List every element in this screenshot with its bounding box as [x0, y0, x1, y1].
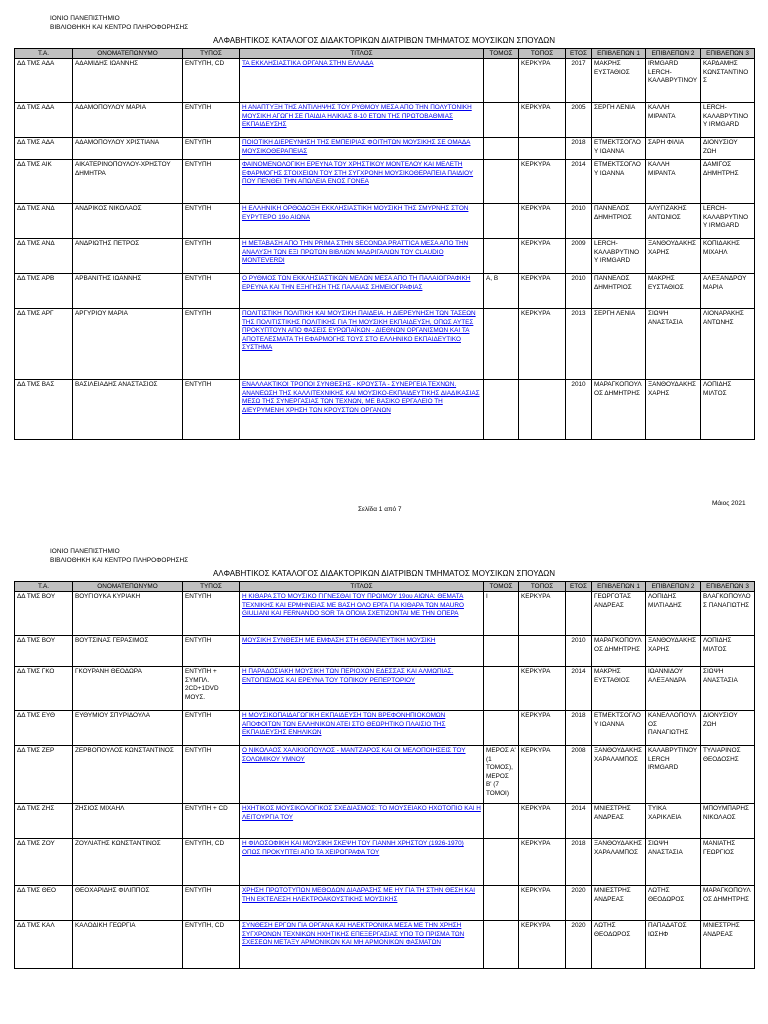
column-header: ΟΝΟΜΑΤΕΠΩΝΥΜΟ: [73, 582, 183, 592]
code-cell: ΔΔ ΤΜΣ ΑΡΒ: [15, 274, 73, 309]
year-cell: 2009: [566, 239, 592, 274]
page-1: [14, 14, 754, 440]
place-cell: ΚΕΡΚΥΡΑ: [519, 592, 566, 636]
table-header-row: [15, 582, 755, 592]
supervisor-2-cell: ΑΛΥΓΙΖΑΚΗΣ ΑΝΤΩΝΙΟΣ: [646, 204, 701, 239]
type-cell: ΕΝΤΥΠΗ: [183, 380, 240, 440]
table-header-row: [15, 49, 755, 59]
column-header: Τ.Α.: [15, 49, 73, 59]
author-cell: ΖΟΥΛΙΑΤΗΣ ΚΩΝΣΤΑΝΤΙΝΟΣ: [73, 839, 183, 886]
year-cell: 2013: [566, 309, 592, 380]
supervisor-1-cell: ΕΤΜΕΚΤΣΟΓΛΟΥ ΙΩΑΝΝΑ: [592, 160, 646, 204]
code-cell: ΔΔ ΤΜΣ ΑΡΓ: [15, 309, 73, 380]
supervisor-2-cell: ΚΑΛΑΒΡΥΤΙΝΟΥ LERCH IRMGARD: [646, 746, 701, 804]
supervisor-1-cell: ΞΑΝΘΟΥΔΑΚΗΣ ΧΑΡΑΛΑΜΠΟΣ: [592, 746, 646, 804]
supervisor-1-cell: ΞΑΝΘΟΥΔΑΚΗΣ ΧΑΡΑΛΑΜΠΟΣ: [592, 839, 646, 886]
supervisor-2-cell: ΣΙΩΨΗ ΑΝΑΣΤΑΣΙΑ: [646, 839, 701, 886]
author-cell: ΖΕΡΒΟΠΟΥΛΟΣ ΚΩΝΣΤΑΝΤΙΝΟΣ: [73, 746, 183, 804]
title-link[interactable]: ΠΟΙΟΤΙΚΗ ΔΙΕΡΕΥΝΗΣΗ ΤΗΣ ΕΜΠΕΙΡΙΑΣ ΦΟΙΤΗΤΩΝ ΜΟΥΣΙΚΗΣ ΣΕ ΟΜΑΔΑ ΜΟΥΣΙΚΟΘΕΡΑΠΕΙΑΣ: [242, 139, 471, 155]
table-row: [15, 921, 755, 969]
supervisor-3-cell: ΔΙΟΝΥΣΙΟΥ ΖΩΗ: [701, 711, 755, 746]
place-cell: ΚΕΡΚΥΡΑ: [519, 103, 566, 138]
supervisor-3-cell: ΛΙΟΝΑΡΑΚΗΣ ΑΝΤΩΝΗΣ: [701, 309, 755, 380]
year-cell: 2010: [566, 274, 592, 309]
supervisor-3-cell: ΚΑΡΔΑΜΗΣ ΚΩΝΣΤΑΝΤΙΝΟΣ: [701, 59, 755, 103]
supervisor-2-cell: ΣΙΩΨΗ ΑΝΑΣΤΑΣΙΑ: [646, 309, 701, 380]
code-cell: ΔΔ ΤΜΣ ΘΕΟ: [15, 886, 73, 921]
supervisor-1-cell: ΜΑΚΡΗΣ ΕΥΣΤΑΘΙΟΣ: [592, 59, 646, 103]
title-link[interactable]: Η ΑΝΑΠΤΥΞΗ ΤΗΣ ΑΝΤΙΛΗΨΗΣ ΤΟΥ ΡΥΘΜΟΥ ΜΕΣΑ ΑΠΟ ΤΗΝ ΠΟΛΥΤΟΝΙΚΗ ΜΟΥΣΙΚΗ ΑΓΩΓΗ ΣΕ ΠΑΙΔΙΑ ΗΛΙΚΙΑΣ 8-10 ΕΤΩΝ ΤΗΣ ΠΡΩΤΟΒΑΘΜΙΑΣ ΕΚΠΑΙΔΕΥΣΗΣ: [242, 104, 472, 129]
year-cell: 2010: [566, 636, 592, 667]
title-link[interactable]: ΤΑ ΕΚΚΛΗΣΙΑΣΤΙΚΑ ΟΡΓΑΝΑ ΣΤΗΝ ΕΛΛΑΔΑ: [242, 60, 374, 67]
volume-cell: [484, 103, 519, 138]
table-row: [15, 204, 755, 239]
type-cell: ΕΝΤΥΠΗ: [183, 309, 240, 380]
volume-cell: [484, 380, 519, 440]
title-link[interactable]: Ο ΝΙΚΟΛΑΟΣ ΧΑΛΙΚΙΟΠΟΥΛΟΣ - ΜΑΝΤΖΑΡΟΣ ΚΑΙ ΟΙ ΜΕΛΟΠΟΙΗΣΕΙΣ ΤΟΥ ΣΟΛΩΜΙΚΟΥ ΥΜΝΟΥ: [242, 747, 466, 763]
title-link[interactable]: ΠΟΛΙΤΙΣΤΙΚΗ ΠΟΛΙΤΙΚΗ ΚΑΙ ΜΟΥΣΙΚΗ ΠΑΙΔΕΙΑ. Η ΔΙΕΡΕΥΝΗΣΗ ΤΩΝ ΤΑΣΕΩΝ ΤΗΣ ΠΟΛΙΤΙΣΤΙΚΗΣ ΠΟΛΙΤΙΚΗΣ ΓΙΑ ΤΗ ΜΟΥΣΙΚΗ ΕΚΠΑΙΔΕΥΣΗ, ΟΠΩΣ ΑΥΤΕΣ ΠΡΟΚΥΠΤΟΥΝ ΑΠΟ ΦΑΣΕΙΣ ΕΥΡΩΠΑΪΚΩΝ - ΔΙΕΘΝΩΝ ΟΡΓΑΝΙΣΜΩΝ ΚΑΙ ΤΑ ΑΠΟΤΕΛΕΣΜΑΤΑ ΤΗ ΕΦΑΡΜΟΓΗΣ ΤΟΥΣ ΣΤΟ ΕΛΛΗΝΙΚΟ ΕΚΠΑΙΔΕΥΤΙΚΟ ΣΥΣΤΗΜΑ: [242, 310, 476, 352]
place-cell: ΚΕΡΚΥΡΑ: [519, 746, 566, 804]
supervisor-2-cell: ΙΩΑΝΝΙΔΟΥ ΑΛΕΞΑΝΔΡΑ: [646, 667, 701, 711]
place-cell: [519, 380, 566, 440]
year-cell: 2014: [566, 160, 592, 204]
column-header: ΤΙΤΛΟΣ: [240, 49, 484, 59]
title-cell: [240, 746, 484, 804]
author-cell: ΒΑΣΙΛΕΙΑΔΗΣ ΑΝΑΣΤΑΣΙΟΣ: [73, 380, 183, 440]
volume-cell: ΜΕΡΟΣ Α' (1 ΤΟΜΟΣ), ΜΕΡΟΣ Β' (7 ΤΟΜΟΙ): [484, 746, 519, 804]
code-cell: ΔΔ ΤΜΣ ΑΝΔ: [15, 204, 73, 239]
author-cell: ΕΥΘΥΜΙΟΥ ΣΠΥΡΙΔΟΥΛΑ: [73, 711, 183, 746]
type-cell: ΕΝΤΥΠΗ: [183, 886, 240, 921]
table-row: [15, 59, 755, 103]
title-cell: [240, 204, 484, 239]
place-cell: ΚΕΡΚΥΡΑ: [519, 160, 566, 204]
title-cell: [240, 667, 484, 711]
year-cell: 2018: [566, 711, 592, 746]
code-cell: ΔΔ ΤΜΣ ΑΝΔ: [15, 239, 73, 274]
supervisor-2-cell: ΛΩΤΗΣ ΘΕΟΔΩΡΟΣ: [646, 886, 701, 921]
column-header: ΟΝΟΜΑΤΕΠΩΝΥΜΟ: [73, 49, 183, 59]
author-cell: ΑΝΔΡΙΚΟΣ ΝΙΚΟΛΑΟΣ: [73, 204, 183, 239]
author-cell: ΒΟΥΓΙΟΥΚΑ ΚΥΡΙΑΚΗ: [73, 592, 183, 636]
supervisor-2-cell: ΚΑΛΛΗ ΜΙΡΑΝΤΑ: [646, 160, 701, 204]
author-cell: ΑΔΑΜΟΠΟΥΛΟΥ ΧΡΙΣΤΙΑΝΑ: [73, 138, 183, 160]
title-link[interactable]: Ο ΡΥΘΜΟΣ ΤΩΝ ΕΚΚΛΗΣΙΑΣΤΙΚΩΝ ΜΕΛΩΝ ΜΕΣΑ ΑΠΟ ΤΗ ΠΑΛΑΙΟΓΡΑΦΙΚΗ ΕΡΕΥΝΑ ΚΑΙ ΤΗΝ ΕΞΗΓΗΣΗ ΤΗΣ ΠΑΛΑΙΑΣ ΣΗΜΕΙΟΓΡΑΦΙΑΣ: [242, 275, 471, 291]
column-header: ΤΥΠΟΣ: [183, 582, 240, 592]
table-row: [15, 138, 755, 160]
title-cell: [240, 138, 484, 160]
type-cell: ΕΝΤΥΠΗ: [183, 204, 240, 239]
column-header: ΤΟΜΟΣ: [484, 582, 519, 592]
author-cell: ΘΕΟΧΑΡΙΔΗΣ ΦΙΛΙΠΠΟΣ: [73, 886, 183, 921]
supervisor-1-cell: ΛΩΤΗΣ ΘΕΟΔΩΡΟΣ: [592, 921, 646, 969]
title-link[interactable]: ΧΡΗΣΗ ΠΡΩΤΟΤΥΠΩΝ ΜΕΘΟΔΩΝ ΔΙΑΔΡΑΣΗΣ ΜΕ ΗΥ ΓΙΑ ΤΗ ΣΤΗΝ ΘΕΣΗ ΚΑΙ ΤΗΝ ΕΚΤΕΛΕΣΗ ΗΛΕΚΤΡΟΑΚΟΥΣΤΙΚΗΣ ΜΟΥΣΙΚΗΣ: [242, 887, 476, 903]
supervisor-1-cell: ΕΤΜΕΚΤΣΟΓΛΟΥ ΙΩΑΝΝΑ: [592, 711, 646, 746]
column-header: ΕΠΙΒΛΕΠΩΝ 2: [646, 49, 701, 59]
page-number: Σελίδα 1 από 7: [358, 506, 402, 513]
title-cell: [240, 274, 484, 309]
type-cell: ΕΝΤΥΠΗ: [183, 636, 240, 667]
year-cell: 2014: [566, 667, 592, 711]
dissertations-table: [14, 581, 755, 969]
supervisor-1-cell: ΜΑΚΡΗΣ ΕΥΣΤΑΘΙΟΣ: [592, 667, 646, 711]
title-link[interactable]: Η ΕΛΛΗΝΙΚΗ ΟΡΘΟΔΟΞΗ ΕΚΚΛΗΣΙΑΣΤΙΚΗ ΜΟΥΣΙΚΗ ΤΗΣ ΣΜΥΡΝΗΣ ΣΤΟΝ ΕΥΡΥΤΕΡΟ 19ο ΑΙΩΝΑ: [242, 205, 469, 221]
supervisor-1-cell: ΜΑΡΑΓΚΟΠΟΥΛΟΣ ΔΗΜΗΤΡΗΣ: [592, 380, 646, 440]
title-cell: [240, 103, 484, 138]
supervisor-2-cell: ΞΑΝΘΟΥΔΑΚΗΣ ΧΑΡΗΣ: [646, 380, 701, 440]
type-cell: ΕΝΤΥΠΗ + ΣΥΜΠΛ. 2CD+1DVD ΜΟΥΣ.: [183, 667, 240, 711]
author-cell: ΑΙΚΑΤΕΡΙΝΟΠΟΥΛΟΥ-ΧΡΗΣΤΟΥ ΔΗΜΗΤΡΑ: [73, 160, 183, 204]
supervisor-2-cell: ΣΑΡΗ ΦΙΛΙΑ: [646, 138, 701, 160]
column-header: ΕΠΙΒΛΕΠΩΝ 2: [646, 582, 701, 592]
volume-cell: [484, 804, 519, 839]
supervisor-3-cell: ΜΠΟΥΜΠΑΡΗΣ ΝΙΚΟΛΑΟΣ: [701, 804, 755, 839]
institution-name: ΙΟΝΙΟ ΠΑΝΕΠΙΣΤΗΜΙΟ: [50, 548, 120, 555]
supervisor-2-cell: ΞΑΝΘΟΥΔΑΚΗΣ ΧΑΡΗΣ: [646, 239, 701, 274]
place-cell: ΚΕΡΚΥΡΑ: [519, 309, 566, 380]
place-cell: ΚΕΡΚΥΡΑ: [519, 204, 566, 239]
supervisor-3-cell: ΜΝΙΕΣΤΡΗΣ ΑΝΔΡΕΑΣ: [701, 921, 755, 969]
volume-cell: [484, 309, 519, 380]
title-cell: [240, 59, 484, 103]
table-row: [15, 160, 755, 204]
year-cell: [566, 592, 592, 636]
volume-cell: [484, 886, 519, 921]
type-cell: ΕΝΤΥΠΗ: [183, 160, 240, 204]
year-cell: 2010: [566, 380, 592, 440]
supervisor-1-cell: ΠΑΝΝΕΛΟΣ ΔΗΜΗΤΡΙΟΣ: [592, 204, 646, 239]
supervisor-3-cell: ΔΙΟΝΥΣΙΟΥ ΖΩΗ: [701, 138, 755, 160]
code-cell: ΔΔ ΤΜΣ ΑΙΚ: [15, 160, 73, 204]
code-cell: ΔΔ ΤΜΣ ΖΟΥ: [15, 839, 73, 886]
table-row: [15, 804, 755, 839]
author-cell: ΑΡΓΥΡΙΟΥ ΜΑΡΙΑ: [73, 309, 183, 380]
supervisor-2-cell: IRMGARD LERCH-ΚΑΛΑΒΡΥΤΙΝΟΥ: [646, 59, 701, 103]
title-cell: [240, 592, 484, 636]
place-cell: ΚΕΡΚΥΡΑ: [519, 274, 566, 309]
table-row: [15, 592, 755, 636]
place-cell: ΚΕΡΚΥΡΑ: [519, 711, 566, 746]
supervisor-2-cell: ΚΑΝΕΛΛΟΠΟΥΛΟΣ ΠΑΝΑΓΙΩΤΗΣ: [646, 711, 701, 746]
institution-name: ΙΟΝΙΟ ΠΑΝΕΠΙΣΤΗΜΙΟ: [50, 15, 120, 22]
supervisor-1-cell: LERCH-ΚΑΛΑΒΡΥΤΙΝΟΥ IRMGARD: [592, 239, 646, 274]
title-cell: [240, 160, 484, 204]
volume-cell: Α, Β: [484, 274, 519, 309]
table-row: [15, 636, 755, 667]
column-header: ΤΥΠΟΣ: [183, 49, 240, 59]
table-row: [15, 103, 755, 138]
year-cell: 2010: [566, 204, 592, 239]
code-cell: ΔΔ ΤΜΣ ΑΔΑ: [15, 138, 73, 160]
table-row: [15, 711, 755, 746]
type-cell: ΕΝΤΥΠΗ, CD: [183, 921, 240, 969]
author-cell: ΓΚΟΥΡΑΝΗ ΘΕΟΔΩΡΑ: [73, 667, 183, 711]
title-link[interactable]: Η ΜΕΤΑΒΑΣΗ ΑΠΟ ΤΗΝ PRIMA ΣΤΗΝ SECONDA PRATTICA ΜΕΣΑ ΑΠΟ ΤΗΝ ΑΝΑΛΥΣΗ ΤΩΝ ΕΞΙ ΠΡΩΤΩΝ ΒΙΒΛΙΩΝ ΜΑΔΡΙΓΑΛΙΩΝ ΤΟΥ CLAUDIO MONTEVERDI: [242, 240, 469, 265]
supervisor-1-cell: ΜΑΡΑΓΚΟΠΟΥΛΟΣ ΔΗΜΗΤΡΗΣ: [592, 636, 646, 667]
supervisor-3-cell: ΜΑΝΙΑΤΗΣ ΓΕΩΡΓΙΟΣ: [701, 839, 755, 886]
supervisor-3-cell: LERCH-ΚΑΛΑΒΡΥΤΙΝΟΥ IRMGARD: [701, 204, 755, 239]
title-link[interactable]: Η ΜΟΥΣΙΚΟΠΑΙΔΑΓΩΓΙΚΗ ΕΚΠΑΙΔΕΥΣΗ ΤΩΝ ΒΡΕΦΟΝΗΠΙΟΚΟΜΩΝ ΑΠΟΦΟΙΤΩΝ ΤΩΝ ΕΛΛΗΝΙΚΩΝ ΑΤΕΙ ΣΤΟ ΘΕΩΡΗΤΙΚΟ ΠΛΑΙΣΙΟ ΤΗΣ ΕΚΠΑΙΔΕΥΣΗΣ ΕΝΗΛΙΚΩΝ: [242, 712, 446, 737]
volume-cell: [484, 636, 519, 667]
author-cell: ΑΔΑΜΙΔΗΣ ΙΩΑΝΝΗΣ: [73, 59, 183, 103]
column-header: ΕΠΙΒΛΕΠΩΝ 3: [701, 582, 755, 592]
column-header: ΤΟΠΟΣ: [519, 582, 566, 592]
year-cell: 2018: [566, 839, 592, 886]
catalog-title: ΑΛΦΑΒΗΤΙΚΟΣ ΚΑΤΑΛΟΓΟΣ ΔΙΔΑΚΤΟΡΙΚΩΝ ΔΙΑΤΡΙΒΩΝ ΤΜΗΜΑΤΟΣ ΜΟΥΣΙΚΩΝ ΣΠΟΥΔΩΝ: [212, 569, 556, 578]
volume-cell: [484, 160, 519, 204]
supervisor-3-cell: ΜΑΡΑΓΚΟΠΟΥΛΟΣ ΔΗΜΗΤΡΗΣ: [701, 886, 755, 921]
catalog-title: ΑΛΦΑΒΗΤΙΚΟΣ ΚΑΤΑΛΟΓΟΣ ΔΙΔΑΚΤΟΡΙΚΩΝ ΔΙΑΤΡΙΒΩΝ ΤΜΗΜΑΤΟΣ ΜΟΥΣΙΚΩΝ ΣΠΟΥΔΩΝ: [212, 36, 556, 45]
supervisor-3-cell: ΚΟΠΙΔΑΚΗΣ ΜΙΧΑΗΛ: [701, 239, 755, 274]
column-header: ΕΤΟΣ: [566, 582, 592, 592]
volume-cell: [484, 667, 519, 711]
code-cell: ΔΔ ΤΜΣ ΖΗΣ: [15, 804, 73, 839]
volume-cell: [484, 138, 519, 160]
type-cell: ΕΝΤΥΠΗ, CD: [183, 839, 240, 886]
year-cell: 2005: [566, 103, 592, 138]
supervisor-1-cell: ΜΝΙΕΣΤΡΗΣ ΑΝΔΡΕΑΣ: [592, 886, 646, 921]
code-cell: ΔΔ ΤΜΣ ΑΔΑ: [15, 59, 73, 103]
table-row: [15, 380, 755, 440]
volume-cell: [484, 59, 519, 103]
place-cell: ΚΕΡΚΥΡΑ: [519, 886, 566, 921]
table-row: [15, 746, 755, 804]
year-cell: 2014: [566, 804, 592, 839]
supervisor-2-cell: ΞΑΝΘΟΥΔΑΚΗΣ ΧΑΡΗΣ: [646, 636, 701, 667]
supervisor-2-cell: ΠΑΠΑΔΑΤΟΣ ΙΩΣΗΦ: [646, 921, 701, 969]
place-cell: ΚΕΡΚΥΡΑ: [519, 921, 566, 969]
place-cell: ΚΕΡΚΥΡΑ: [519, 239, 566, 274]
supervisor-1-cell: ΣΕΡΓΗ ΛΕΝΙΑ: [592, 103, 646, 138]
supervisor-1-cell: ΣΕΡΓΗ ΛΕΝΙΑ: [592, 309, 646, 380]
title-link[interactable]: Η ΚΙΘΑΡΑ ΣΤΟ ΜΟΥΣΙΚΟ ΓΙΓΝΕΣΘΑΙ ΤΟΥ ΠΡΩΙΜΟΥ 19ου ΑΙΩΝΑ: ΘΕΜΑΤΑ ΤΕΧΝΙΚΗΣ ΚΑΙ ΕΡΜΗΝΕΙΑΣ ΜΕ ΒΑΣΗ ΟΛΟ ΕΡΓΑ ΓΙΑ ΚΙΘΑΡΑ ΤΩΝ MAURO GIULIANI ΚΑΙ FERNANDO SOR ΤΑ ΟΠΟΙΑ ΣΧΕΤΙΖΟΝΤΑΙ ΜΕ ΤΗΝ ΟΠΕΡΑ: [242, 593, 464, 618]
code-cell: ΔΔ ΤΜΣ ΓΚΟ: [15, 667, 73, 711]
type-cell: ΕΝΤΥΠΗ + CD: [183, 804, 240, 839]
type-cell: ΕΝΤΥΠΗ: [183, 711, 240, 746]
table-row: [15, 309, 755, 380]
column-header: ΕΠΙΒΛΕΠΩΝ 1: [592, 582, 646, 592]
type-cell: ΕΝΤΥΠΗ, CD: [183, 59, 240, 103]
supervisor-2-cell: ΚΑΛΛΗ ΜΙΡΑΝΤΑ: [646, 103, 701, 138]
supervisor-1-cell: ΜΝΙΕΣΤΡΗΣ ΑΝΔΡΕΑΣ: [592, 804, 646, 839]
title-link[interactable]: ΕΝΑΛΛΑΚΤΙΚΟΙ ΤΡΟΠΟΙ ΣΥΝΘΕΣΗΣ - ΚΡΟΥΣΤΑ - ΣΥΝΕΡΓΕΙΑ ΤΕΧΝΩΝ. ΑΝΑΝΕΩΣΗ ΤΗΣ ΚΑΛΛΙΤΕΧΝΙΚΗΣ ΚΑΙ ΜΟΥΣΙΚΟ-ΕΚΠΑΙΔΕΥΤΙΚΗΣ ΔΙΑΔΙΚΑΣΙΑΣ ΜΕΣΩ ΤΗΣ ΣΥΝΕΡΓΑΣΙΑΣ ΤΩΝ ΤΕΧΝΩΝ, ΜΕ ΒΑΣΙΚΟ ΕΡΓΑΛΕΙΟ ΤΗ ΔΙΕΥΡΥΜΕΝΗ ΧΡΗΣΗ ΤΩΝ ΚΡΟΥΣΤΩΝ ΟΡΓΑΝΩΝ: [242, 381, 480, 414]
volume-cell: [484, 239, 519, 274]
title-cell: [240, 921, 484, 969]
year-cell: 2008: [566, 746, 592, 804]
column-header: ΤΟΜΟΣ: [484, 49, 519, 59]
type-cell: ΕΝΤΥΠΗ: [183, 746, 240, 804]
code-cell: ΔΔ ΤΜΣ ΒΟΥ: [15, 592, 73, 636]
title-cell: [240, 804, 484, 839]
title-link[interactable]: Η ΦΙΛΟΣΟΦΙΚΗ ΚΑΙ ΜΟΥΣΙΚΗ ΣΚΕΨΗ ΤΟΥ ΓΙΑΝΝΗ ΧΡΗΣΤΟΥ (1926-1970) ΟΠΩΣ ΠΡΟΚΥΠΤΕΙ ΑΠΟ ΤΑ ΧΕΙΡΟΓΡΑΦΑ ΤΟΥ: [242, 840, 464, 856]
supervisor-3-cell: ΑΛΕΞΑΝΔΡΟΥ ΜΑΡΙΑ: [701, 274, 755, 309]
supervisor-3-cell: ΒΛΑΓΚΟΠΟΥΛΟΣ ΠΑΝΑΓΙΩΤΗΣ: [701, 592, 755, 636]
dissertations-table: [14, 48, 755, 440]
volume-cell: [484, 921, 519, 969]
code-cell: ΔΔ ΤΜΣ ΒΑΣ: [15, 380, 73, 440]
table-row: [15, 667, 755, 711]
supervisor-1-cell: ΠΑΝΝΕΛΟΣ ΔΗΜΗΤΡΙΟΣ: [592, 274, 646, 309]
column-header: ΕΠΙΒΛΕΠΩΝ 1: [592, 49, 646, 59]
column-header: ΕΤΟΣ: [566, 49, 592, 59]
place-cell: [519, 138, 566, 160]
year-cell: 2020: [566, 886, 592, 921]
title-cell: [240, 886, 484, 921]
title-link[interactable]: ΦΑΙΝΟΜΕΝΟΛΟΓΙΚΗ ΕΡΕΥΝΑ ΤΟΥ ΧΡΗΣΤΙΚΟΥ ΜΟΝΤΕΛΟΥ ΚΑΙ ΜΕΛΕΤΗ ΕΦΑΡΜΟΓΗΣ ΣΤΟΙΧΕΙΩΝ ΤΟΥ ΣΤΗ ΣΥΓΧΡΟΝΗ ΜΟΥΣΙΚΟΘΕΡΑΠΕΙΑ ΠΑΙΔΙΟΥ ΠΟΥ ΠΕΝΘΕΙ ΤΗΝ ΑΠΩΛΕΙΑ ΕΝΟΣ ΓΟΝΕΑ: [242, 161, 474, 186]
supervisor-3-cell: ΛΟΠΙΔΗΣ ΜΙΛΤΟΣ: [701, 636, 755, 667]
title-cell: [240, 636, 484, 667]
supervisor-2-cell: ΤΥΙΚΑ ΧΑΡΙΚΛΕΙΑ: [646, 804, 701, 839]
table-row: [15, 274, 755, 309]
author-cell: ΑΔΑΜΟΠΟΥΛΟΥ ΜΑΡΙΑ: [73, 103, 183, 138]
title-link[interactable]: ΗΧΗΤΙΚΟΣ ΜΟΥΣΙΚΟΛΟΓΙΚΟΣ ΣΧΕΔΙΑΣΜΟΣ: ΤΟ ΜΟΥΣΕΙΑΚΟ ΗΧΟΤΟΠΙΟ ΚΑΙ Η ΛΕΙΤΟΥΡΓΙΑ ΤΟΥ: [242, 805, 481, 821]
code-cell: ΔΔ ΤΜΣ ΒΟΥ: [15, 636, 73, 667]
page-2: [14, 547, 754, 969]
title-link[interactable]: ΣΥΝΘΕΣΗ ΕΡΓΩΝ ΓΙΑ ΟΡΓΑΝΑ ΚΑΙ ΗΛΕΚΤΡΟΝΙΚΑ ΜΕΣΑ ΜΕ ΤΗΝ ΧΡΗΣΗ ΣΥΓΧΡΟΝΩΝ ΤΕΧΝΙΚΩΝ ΗΧΗΤΙΚΗΣ ΕΠΕΞΕΡΓΑΣΙΑΣ ΥΠΟ ΤΟ ΠΡΙΣΜΑ ΤΩΝ ΣΧΕΣΕΩΝ ΜΕΤΑΞΥ ΑΡΜΟΝΙΚΩΝ ΚΑΙ ΜΗ ΑΡΜΟΝΙΚΩΝ ΦΑΣΜΑΤΩΝ: [242, 922, 465, 947]
volume-cell: [484, 204, 519, 239]
table-row: [15, 886, 755, 921]
library-name: ΒΙΒΛΙΟΘΗΚΗ ΚΑΙ ΚΕΝΤΡΟ ΠΛΗΡΟΦΟΡΗΣΗΣ: [50, 24, 189, 31]
code-cell: ΔΔ ΤΜΣ ΑΔΑ: [15, 103, 73, 138]
author-cell: ΖΗΣΙΟΣ ΜΙΧΑΗΛ: [73, 804, 183, 839]
library-name: ΒΙΒΛΙΟΘΗΚΗ ΚΑΙ ΚΕΝΤΡΟ ΠΛΗΡΟΦΟΡΗΣΗΣ: [50, 557, 189, 564]
code-cell: ΔΔ ΤΜΣ ΖΕΡ: [15, 746, 73, 804]
title-link[interactable]: Η ΠΑΡΑΔΟΣΙΑΚΗ ΜΟΥΣΙΚΗ ΤΩΝ ΠΕΡΙΟΧΩΝ ΕΔΕΣΣΑΣ ΚΑΙ ΑΛΜΩΠΙΑΣ. ΕΝΤΟΠΙΣΜΟΣ ΚΑΙ ΕΡΕΥΝΑ ΤΟΥ ΤΟΠΙΚΟΥ ΡΕΠΕΡΤΟΡΙΟΥ: [242, 668, 454, 684]
supervisor-3-cell: ΛΟΠΙΔΗΣ ΜΙΛΤΟΣ: [701, 380, 755, 440]
year-cell: 2020: [566, 921, 592, 969]
author-cell: ΒΟΥΤΣΙΝΑΣ ΓΕΡΑΣΙΜΟΣ: [73, 636, 183, 667]
supervisor-2-cell: ΜΑΚΡΗΣ ΕΥΣΤΑΘΙΟΣ: [646, 274, 701, 309]
supervisor-2-cell: ΛΟΠΙΔΗΣ ΜΙΛΤΙΑΔΗΣ: [646, 592, 701, 636]
column-header: ΤΟΠΟΣ: [519, 49, 566, 59]
place-cell: [519, 636, 566, 667]
place-cell: ΚΕΡΚΥΡΑ: [519, 804, 566, 839]
place-cell: ΚΕΡΚΥΡΑ: [519, 59, 566, 103]
title-cell: [240, 839, 484, 886]
table-row: [15, 239, 755, 274]
code-cell: ΔΔ ΤΜΣ ΚΑΛ: [15, 921, 73, 969]
year-cell: 2017: [566, 59, 592, 103]
title-cell: [240, 711, 484, 746]
supervisor-1-cell: ΕΤΜΕΚΤΣΟΓΛΟΥ ΙΩΑΝΝΑ: [592, 138, 646, 160]
column-header: ΕΠΙΒΛΕΠΩΝ 3: [701, 49, 755, 59]
title-cell: [240, 309, 484, 380]
author-cell: ΑΡΒΑΝΙΤΗΣ ΙΩΑΝΝΗΣ: [73, 274, 183, 309]
supervisor-3-cell: LERCH-ΚΑΛΑΒΡΥΤΙΝΟΥ IRMGARD: [701, 103, 755, 138]
title-link[interactable]: ΜΟΥΣΙΚΗ ΣΥΝΘΕΣΗ ΜΕ ΕΜΦΑΣΗ ΣΤΗ ΘΕΡΑΠΕΥΤΙΚΗ ΜΟΥΣΙΚΗ: [242, 637, 436, 644]
type-cell: ΕΝΤΥΠΗ: [183, 274, 240, 309]
table-row: [15, 839, 755, 886]
column-header: Τ.Α.: [15, 582, 73, 592]
supervisor-3-cell: ΔΑΜΙΓΟΣ ΔΗΜΗΤΡΗΣ: [701, 160, 755, 204]
column-header: ΤΙΤΛΟΣ: [240, 582, 484, 592]
type-cell: ΕΝΤΥΠΗ: [183, 103, 240, 138]
title-cell: [240, 380, 484, 440]
type-cell: ΕΝΤΥΠΗ: [183, 138, 240, 160]
type-cell: ΕΝΤΥΠΗ: [183, 239, 240, 274]
date-label: Μάιος 2021: [712, 500, 746, 507]
volume-cell: Ι: [484, 592, 519, 636]
supervisor-3-cell: ΣΙΩΨΗ ΑΝΑΣΤΑΣΙΑ: [701, 667, 755, 711]
year-cell: 2018: [566, 138, 592, 160]
author-cell: ΑΝΔΡΙΩΤΗΣ ΠΕΤΡΟΣ: [73, 239, 183, 274]
volume-cell: [484, 839, 519, 886]
place-cell: ΚΕΡΚΥΡΑ: [519, 667, 566, 711]
author-cell: ΚΑΛΟΔΙΚΗ ΓΕΩΡΓΙΑ: [73, 921, 183, 969]
code-cell: ΔΔ ΤΜΣ ΕΥΘ: [15, 711, 73, 746]
type-cell: ΕΝΤΥΠΗ: [183, 592, 240, 636]
volume-cell: [484, 711, 519, 746]
supervisor-1-cell: ΓΕΩΡΓΟΤΑΣ ΑΝΔΡΕΑΣ: [592, 592, 646, 636]
title-cell: [240, 239, 484, 274]
supervisor-3-cell: ΤΥΛΙΑΡΙΝΟΣ ΘΕΟΔΟΣΗΣ: [701, 746, 755, 804]
place-cell: ΚΕΡΚΥΡΑ: [519, 839, 566, 886]
